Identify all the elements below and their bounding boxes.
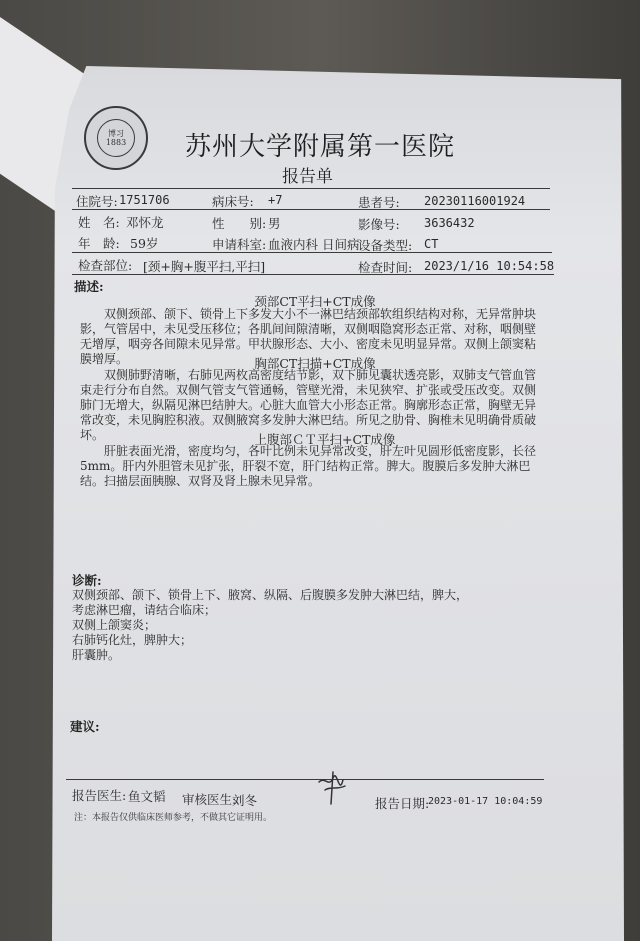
handwritten-signature	[315, 768, 355, 808]
part-value: [颈+胸+腹平扫,平扫]	[143, 259, 266, 274]
report-date-label: 报告日期:	[375, 796, 430, 811]
time-value: 2023/1/16 10:54:58	[424, 259, 555, 273]
report-title: 报告单	[282, 167, 333, 187]
abdomen-findings: 肝脏表面光滑，密度均匀，各叶比例未见异常改变，肝左叶见圆形低密度影，长径5mm。肝内外胆管未见扩张，肝裂不宽，肝门结构正常。脾大。腹膜后多发肿大淋巴结。扫描层面胰腺、双肾及肾上腺未见异常。	[80, 444, 537, 488]
device-value: CT	[424, 237, 439, 251]
advice-label: 建议:	[70, 719, 100, 734]
neck-findings: 双侧颈部、颌下、锁骨上下多发大小不一淋巴结颈部软组织结构对称，无异常肿块影，气管居中，未见受压移位；各肌间间隙清晰，双侧咽隐窝形态正常、对称，咽侧壁无增厚，咽旁各间隙未见异常。甲状腺形态、大小、密度未见明显异常。双侧上颌窦粘膜增厚。	[80, 307, 537, 366]
inpatient-no-label: 住院号:	[76, 194, 118, 209]
header-mid-rule	[72, 209, 550, 210]
footer-note: 注：本报告仅供临床医师参考，不做其它证明用。	[74, 813, 273, 823]
reviewer-label: 审核医生:	[182, 792, 237, 807]
diagnosis-line-3: 双侧上颌窦炎；	[72, 618, 157, 632]
neck-section-title: 颈部CT平扫+CT成像	[254, 294, 376, 309]
chest-section-title: 胸部CT扫描+CT成像	[254, 356, 376, 371]
diagnosis-line-4: 右肺钙化灶，脾肿大；	[72, 633, 193, 647]
age-value: 59岁	[130, 236, 159, 251]
sex-label: 性 别:	[212, 216, 267, 231]
header-row4-rule	[72, 252, 552, 253]
diagnosis-line-1: 双侧颈部、颌下、锁骨上下、腋窝、纵隔、后腹膜多发肿大淋巴结，脾大，	[72, 588, 469, 602]
patient-no-label: 患者号:	[358, 195, 400, 210]
dept-label: 申请科室:	[212, 237, 267, 252]
diagnosis-line-5: 肝囊肿。	[72, 648, 121, 662]
hospital-logo	[84, 106, 148, 170]
header-top-rule	[72, 188, 550, 189]
age-label: 年 龄:	[78, 236, 120, 251]
chest-findings: 双侧肺野清晰，右肺见两枚高密度结节影，双下肺见囊状透亮影，双肺支气管血管束走行分布自然。双侧气管支气管通畅，管壁光滑，未见狭窄、扩张或受压改变。双侧肺门无增大，纵隔见淋巴结肿大。心脏大血管大小形态正常。胸廓形态正常，胸壁无异常改变，未见胸腔积液。双侧腋窝多发肿大淋巴结。所见之肋骨、胸椎未见明确骨质破坏。	[80, 368, 537, 442]
time-label: 检查时间:	[358, 260, 413, 275]
hospital-logo-center: 博习 1883	[97, 119, 135, 157]
reviewer-value: 刘冬	[232, 793, 258, 808]
inpatient-no-value: 1751706	[119, 193, 170, 207]
diagnosis-line-2: 考虑淋巴瘤，请结合临床；	[72, 603, 217, 617]
patient-no-value: 20230116001924	[424, 194, 526, 208]
doctor-label: 报告医生:	[72, 788, 127, 803]
diagnosis-label: 诊断:	[72, 573, 102, 588]
part-label: 检查部位:	[78, 258, 133, 273]
sex-value: 男	[268, 216, 281, 231]
hospital-name: 苏州大学附属第一医院	[185, 132, 456, 162]
image-no-value: 3636432	[424, 216, 475, 230]
description-label: 描述:	[74, 279, 104, 294]
image-no-label: 影像号:	[358, 217, 400, 232]
device-label: 设备类型:	[358, 238, 413, 253]
name-value: 邓怀龙	[126, 215, 164, 230]
bed-label: 病床号:	[212, 194, 254, 209]
doctor-value: 鱼文韬	[128, 789, 166, 804]
footer-rule	[66, 779, 544, 780]
name-label: 姓 名:	[78, 215, 120, 230]
header-bottom-rule	[72, 274, 554, 275]
dept-value: 血液内科 日间病	[268, 237, 360, 252]
report-date-value: 2023-01-17 10:04:59	[428, 796, 543, 807]
abdomen-section-title: 上腹部ＣＴ平扫+CT成像	[254, 432, 396, 447]
bed-value: +7	[268, 193, 283, 207]
